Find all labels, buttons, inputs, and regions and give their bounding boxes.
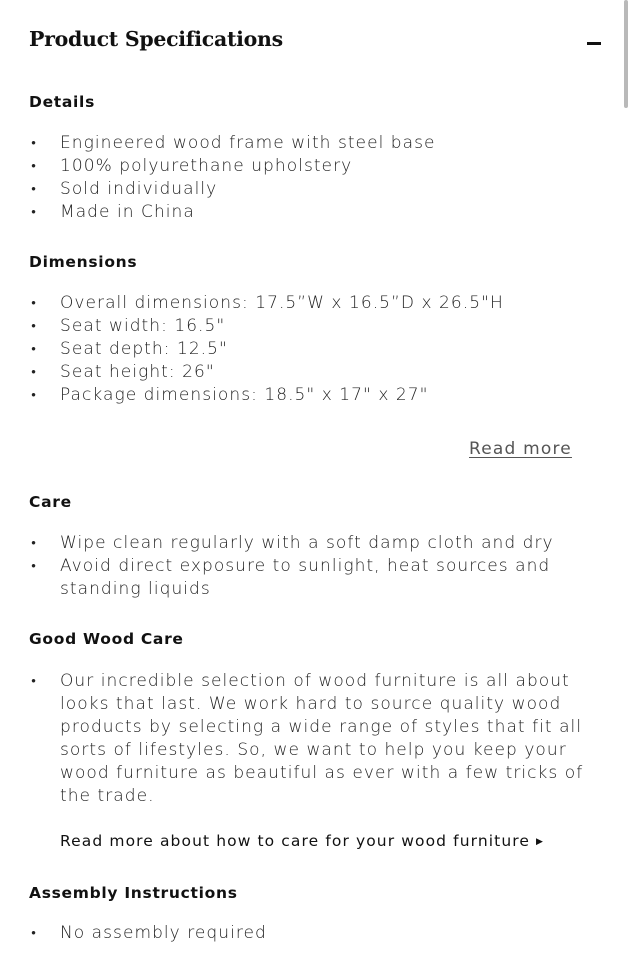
bullet-icon: • <box>31 136 37 151</box>
minus-icon <box>587 42 601 45</box>
assembly-list <box>29 922 609 945</box>
details-list <box>29 132 609 224</box>
wood-care-guide-link[interactable]: Read more about how to care for your wood furniture ▶ <box>60 832 545 850</box>
section-title-assembly: Assembly Instructions <box>29 884 238 902</box>
list-item: • No assembly required <box>31 923 267 943</box>
list-item: • Our incredible selection of wood furniture is all about looks that last. We work hard to source quality wood products by selecting a wide range of styles that fit all sorts of lifestyles. So, we want to help you keep your wood furniture as beautiful as ever with a few tricks of the trade. <box>31 671 584 806</box>
bullet-icon: • <box>31 182 37 197</box>
section-title-care: Care <box>29 493 72 511</box>
good-wood-care-list <box>29 670 609 808</box>
bullet-icon: • <box>31 674 37 689</box>
bullet-icon: • <box>31 559 37 574</box>
list-item: • Seat height: 26" <box>31 362 215 382</box>
section-title-details: Details <box>29 93 95 111</box>
list-item: • Package dimensions: 18.5" x 17" x 27" <box>31 385 429 405</box>
triangle-right-icon: ▶ <box>536 837 545 847</box>
scrollbar[interactable] <box>624 0 628 108</box>
bullet-icon: • <box>31 365 37 380</box>
section-title-dimensions: Dimensions <box>29 253 138 271</box>
dimensions-list <box>29 292 609 407</box>
collapse-button[interactable] <box>586 34 602 52</box>
list-item: • Avoid direct exposure to sunlight, heat sources and standing liquids <box>31 556 551 599</box>
list-item: • Made in China <box>31 202 195 222</box>
list-item: • Sold individually <box>31 179 218 199</box>
read-more-link[interactable]: Read more <box>469 439 572 459</box>
bullet-icon: • <box>31 536 37 551</box>
list-item: • Overall dimensions: 17.5”W x 16.5”D x 26.5"H <box>31 293 504 313</box>
bullet-icon: • <box>31 205 37 220</box>
list-item: • Seat width: 16.5" <box>31 316 226 336</box>
list-item: • Seat depth: 12.5" <box>31 339 228 359</box>
list-item: • Engineered wood frame with steel base <box>31 133 436 153</box>
section-title-good-wood-care: Good Wood Care <box>29 630 184 648</box>
bullet-icon: • <box>31 388 37 403</box>
bullet-icon: • <box>31 159 37 174</box>
bullet-icon: • <box>31 926 37 941</box>
list-item: • Wipe clean regularly with a soft damp cloth and dry <box>31 533 554 553</box>
list-item: • 100% polyurethane upholstery <box>31 156 353 176</box>
page-title: Product Specifications <box>29 27 283 51</box>
bullet-icon: • <box>31 342 37 357</box>
care-list <box>29 532 609 601</box>
bullet-icon: • <box>31 296 37 311</box>
bullet-icon: • <box>31 319 37 334</box>
